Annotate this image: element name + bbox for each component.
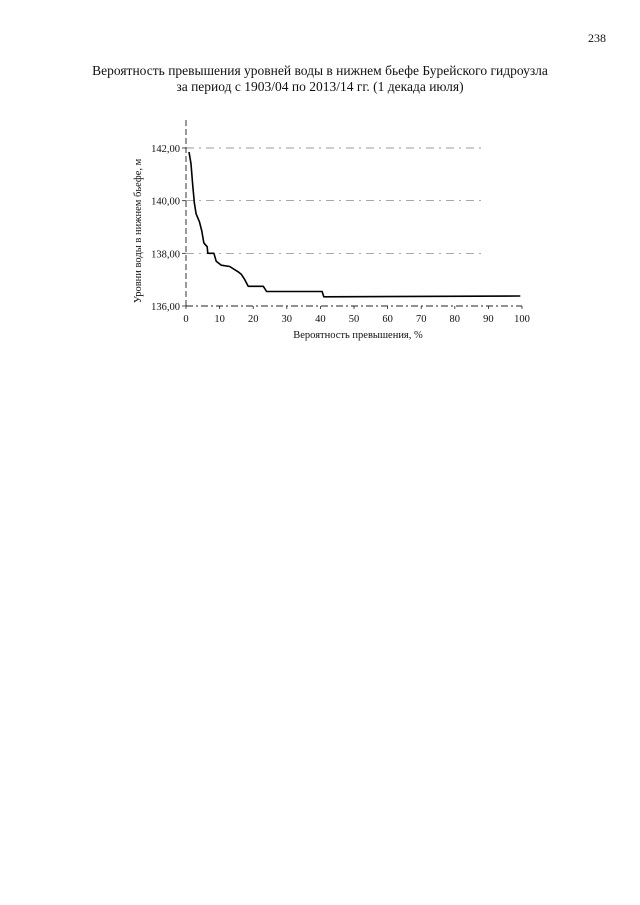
chart-subtitle: за период с 1903/04 по 2013/14 гг. (1 декада июля) [176,79,464,94]
x-tick-label: 0 [183,314,189,325]
x-tick-label: 20 [247,314,259,325]
y-tick-label: 136,00 [151,302,180,313]
x-tick-label: 80 [449,314,461,325]
chart-title: Вероятность превышения уровней воды в нижнем бьефе Бурейского гидроузла [92,63,548,78]
y-tick-label: 142,00 [151,144,180,155]
x-tick-label: 70 [415,314,427,325]
x-tick-label: 50 [348,314,360,325]
x-tick-label: 10 [214,314,225,325]
x-tick-label: 40 [315,314,326,325]
x-tick-label: 60 [382,314,393,325]
x-tick-label: 100 [514,314,530,325]
y-axis-label: Уровни воды в нижнем бьефе, м [133,158,144,304]
page-number: 238 [588,31,606,45]
y-tick-label: 140,00 [151,196,180,208]
x-axis-label: Вероятность превышения, % [293,330,423,341]
y-tick-label: 138,00 [151,249,180,261]
x-tick-label: 90 [483,314,494,325]
x-tick-label: 30 [281,314,293,325]
series-line [189,152,520,297]
